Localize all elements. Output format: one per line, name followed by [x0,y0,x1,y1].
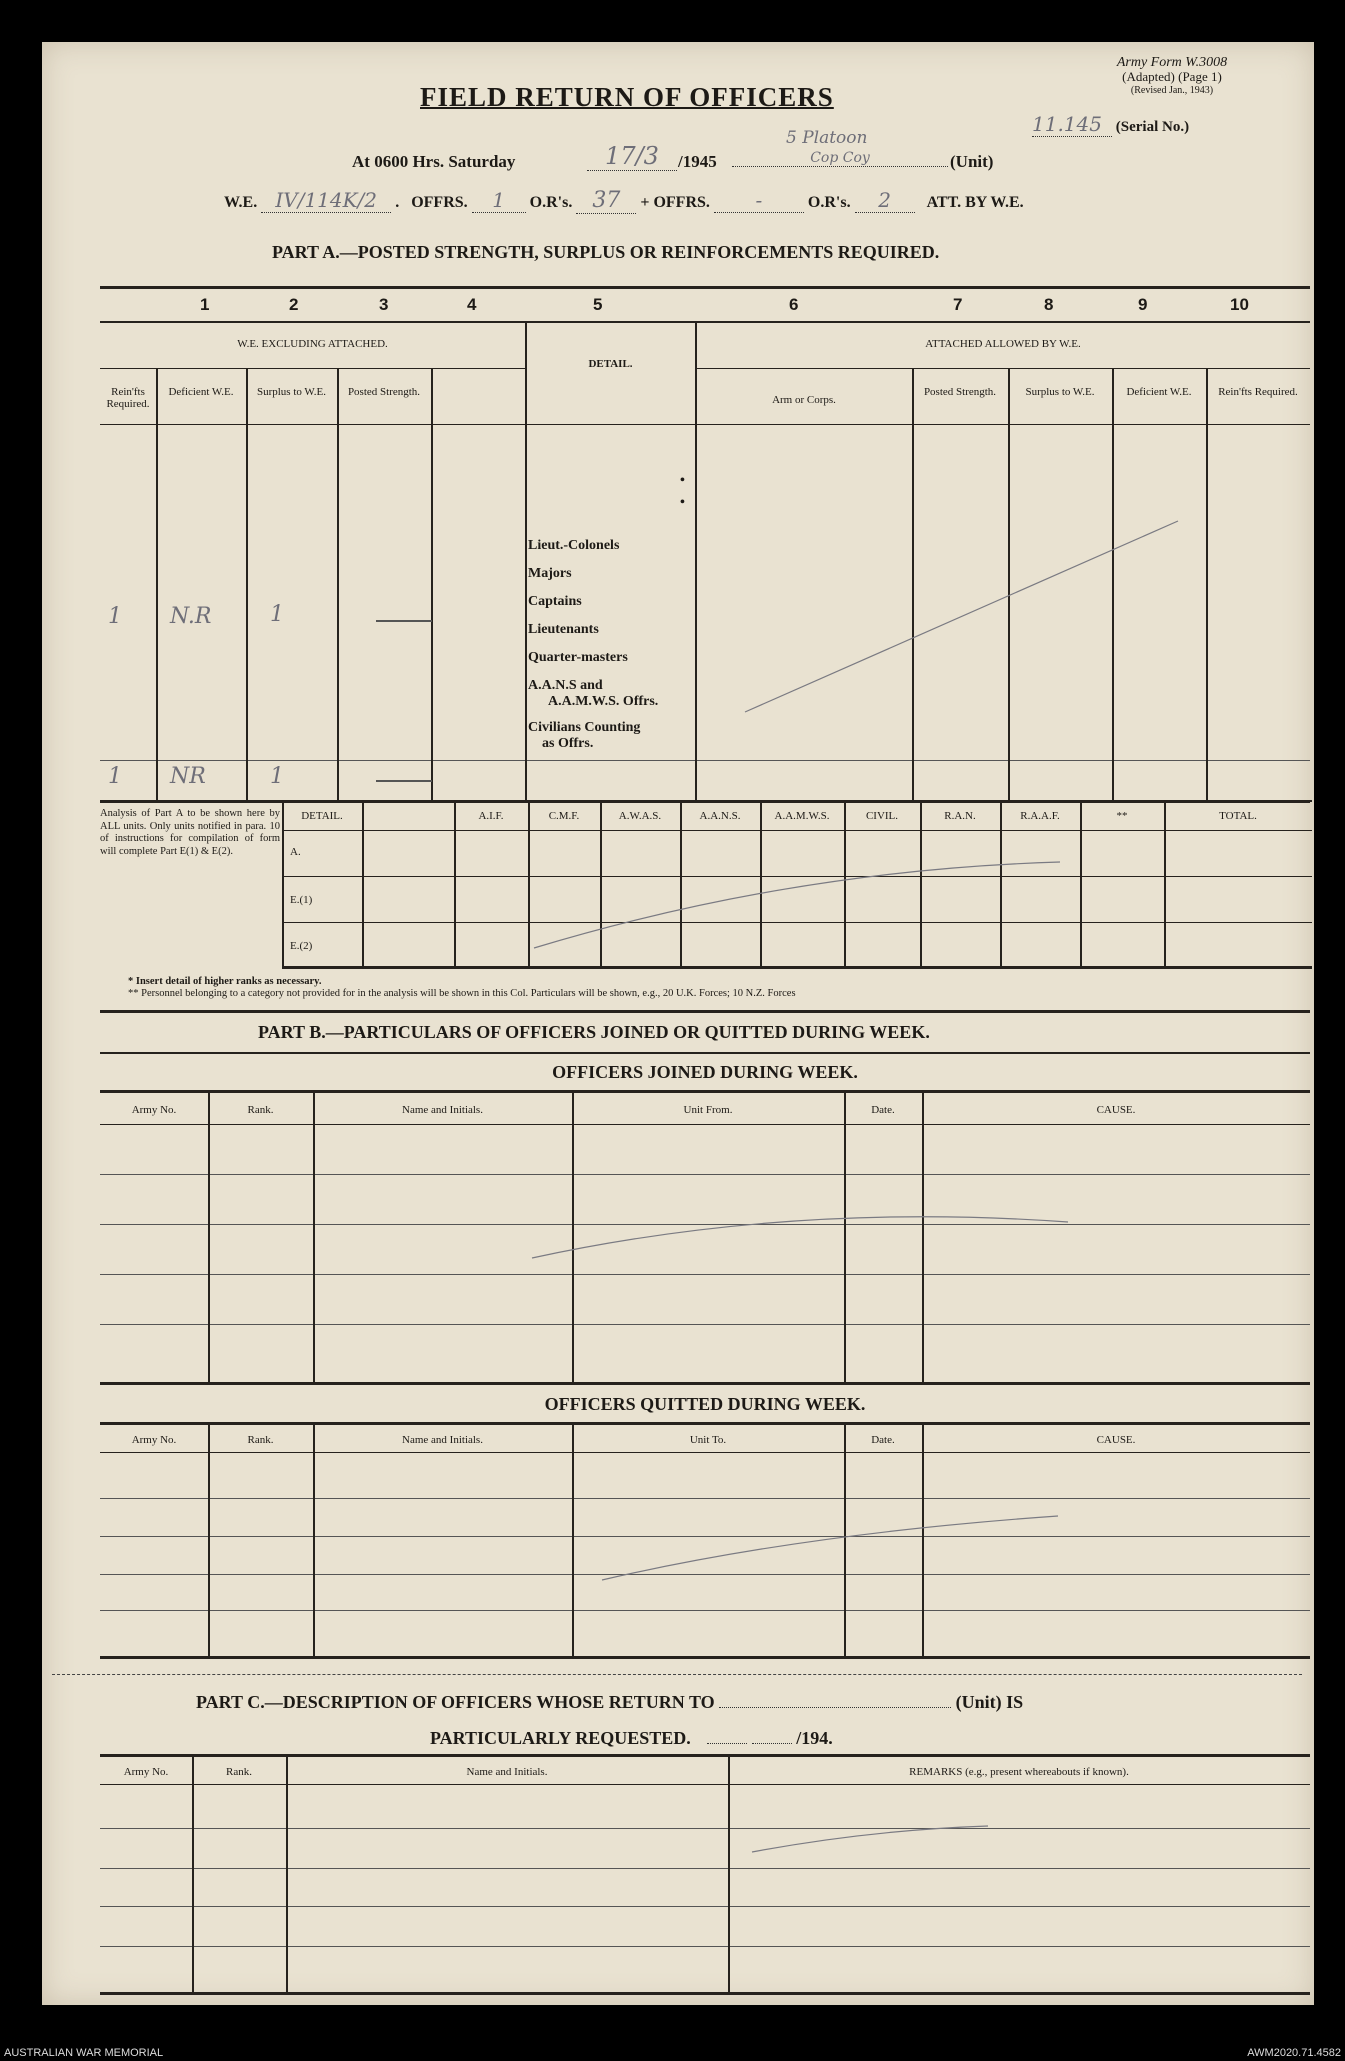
quitted-col-name: Name and Initials. [402,1434,483,1446]
analysis-head-ran: R.A.N. [944,810,976,822]
offrs-label: OFFRS. [411,194,468,211]
part-c-month-field [752,1732,792,1744]
col-deficient-header: Deficient W.E. [168,386,234,398]
unit-value-1: 5 Platoon [786,128,868,148]
at-label: At 0600 Hrs. Saturday [352,152,516,171]
col-num-8: 8 [1044,295,1054,314]
ors2-label: O.R's. [807,194,851,211]
part-c-table [100,1756,1310,1996]
serial-row [1032,112,1189,137]
quitted-title: OFFICERS QUITTED DURING WEEK. [544,1394,866,1414]
joined-col-rank: Rank. [247,1104,274,1116]
analysis-head-raaf: R.A.A.F. [1020,810,1060,822]
mark-nr-total: NR [170,764,206,789]
part-c-day-field [707,1732,747,1744]
col-num-1: 1 [200,295,210,314]
col-num-9: 9 [1138,295,1148,314]
part-c-title-c: PARTICULARLY REQUESTED. [430,1728,691,1748]
rank-captains: Captains [528,594,582,609]
quitted-table [100,1424,1310,1660]
serial-label: (Serial No.) [1115,119,1190,135]
analysis-head-awas: A.W.A.S. [618,810,662,822]
mark-nr-lieut: N.R [170,604,212,629]
part-c-col-rank: Rank. [226,1766,252,1778]
mark-reinfts-total: 1 [108,764,122,789]
analysis-note: Analysis of Part A to be shown here by ALL units. Only units notified in para. 10 of instructions for compilation of form will complete Part E(1) & E(2). [100,808,280,857]
rank-lieut-colonels: Lieut.-Colonels [528,538,620,553]
column-numbers [100,295,1310,315]
analysis-row-e1: E.(1) [290,894,313,906]
quitted-col-army-no: Army No. [131,1434,177,1446]
analysis-head-civil: CIVIL. [865,810,899,822]
footnote-1: * Insert detail of higher ranks as necessary. [128,976,322,987]
col-arm-header: Arm or Corps. [772,394,836,406]
part-a-table [100,286,1310,806]
plus-offrs-value: - [714,188,804,213]
part-c-col-remarks: REMARKS (e.g., present whereabouts if known). [909,1766,1129,1778]
strike-line-joined [530,1182,1070,1262]
form-ref-line2: (Adapted) (Page 1) [1122,69,1222,84]
rank-quarter-masters: Quarter-masters [528,650,628,665]
footer-left: AUSTRALIAN WAR MEMORIAL [4,2047,164,2059]
part-a-title: PART A.—POSTED STRENGTH, SURPLUS OR REINFORCEMENTS REQUIRED. [272,242,940,262]
analysis-head-detail: DETAIL. [301,810,343,822]
part-c-unit-field [719,1694,951,1708]
analysis-table [282,800,1312,970]
mark-deficient-total: 1 [270,764,284,789]
quitted-col-unit-to: Unit To. [689,1434,727,1446]
form-reference [1052,56,1292,98]
part-b-title: PART B.—PARTICULARS OF OFFICERS JOINED OR QUITTED DURING WEEK. [258,1022,930,1042]
plus-offrs-label: + OFFRS. [640,194,710,211]
detail-header: DETAIL. [588,358,633,370]
form-ref-line1: Army Form W.3008 [1116,55,1228,70]
analysis-head-other: ** [1116,810,1128,822]
analysis-row-e2: E.(2) [290,940,313,952]
form-sheet [42,42,1314,2005]
joined-col-army-no: Army No. [131,1104,177,1116]
part-c-title-b: (Unit) IS [955,1692,1024,1712]
joined-title: OFFICERS JOINED DURING WEEK. [552,1062,858,1082]
mark-deficient-lieut: 1 [270,602,284,627]
dash-posted-lieut [376,620,432,622]
strike-line-part-c [750,1816,990,1856]
joined-col-unit-from: Unit From. [683,1104,733,1116]
part-c-year: /194 [796,1728,829,1748]
strike-line-quitted [600,1504,1060,1584]
ors-value: 37 [576,188,636,214]
analysis-head-aif: A.I.F. [478,810,504,822]
rank-civilians-2: as Offrs. [542,736,594,751]
col-num-6: 6 [789,295,799,314]
we-row: W.E. IV/114K/2 . OFFRS. 1 O.R's. 37 + OFFRS. - O.R's. 2 ATT. BY W.E. [224,188,1024,213]
col-num-10: 10 [1230,295,1249,314]
form-ref-line3: (Revised Jan., 1943) [1130,85,1214,96]
col-num-5: 5 [593,295,603,314]
quitted-col-cause: CAUSE. [1096,1434,1136,1446]
col-deficient-right-header: Deficient W.E. [1126,386,1192,398]
col-reinfts-header: Rein'fts Required. [106,386,150,410]
footer-right: AWM2020.71.4582 [1247,2047,1341,2059]
form-title: FIELD RETURN OF OFFICERS [420,82,834,112]
strike-line-attached [740,516,1180,716]
analysis-head-cmf: C.M.F. [548,810,580,822]
rank-lieutenants: Lieutenants [528,622,599,637]
rank-majors: Majors [528,566,572,581]
quitted-col-rank: Rank. [247,1434,274,1446]
joined-col-cause: CAUSE. [1096,1104,1136,1116]
rank-aamws: A.A.M.W.S. Offrs. [548,694,659,709]
rank-civilians: Civilians Counting [528,720,641,735]
quitted-col-date: Date. [871,1434,895,1446]
col-num-4: 4 [467,295,477,314]
group-left-header: W.E. EXCLUDING ATTACHED. [237,338,388,350]
analysis-head-aamws: A.A.M.W.S. [774,810,830,822]
part-c-col-army-no: Army No. [123,1766,169,1778]
rank-list [528,532,658,752]
ors2-value: 2 [855,188,915,213]
footnote-2: ** Personnel belonging to a category not provided for in the analysis will be shown in this Col. Particulars will be shown, e.g., 20 U.K. Forces; 10 N.Z. Forces [128,988,796,999]
unit-value-2: Cop Coy [732,150,948,167]
joined-col-name: Name and Initials. [402,1104,483,1116]
analysis-head-aans: A.A.N.S. [699,810,741,822]
col-num-7: 7 [953,295,963,314]
joined-col-date: Date. [871,1104,895,1116]
mark-reinfts-lieut: 1 [108,604,122,629]
rank-aans: A.A.N.S and [528,678,603,693]
we-value: IV/114K/2 [261,188,391,213]
year-label: /1945 [678,152,717,171]
col-posted-right-header: Posted Strength. [923,386,997,398]
ors-label: O.R's. [529,194,573,211]
col-posted-header: Posted Strength. [347,386,421,398]
part-c-title-row [196,1692,1023,1713]
cut-line [52,1674,1302,1675]
part-c-title-row-2: PARTICULARLY REQUESTED. /194. [430,1728,833,1748]
joined-table [100,1092,1310,1384]
dash-posted-total [376,780,432,782]
att-label: ATT. BY W.E. [926,194,1024,211]
col-surplus-header: Surplus to W.E. [256,386,327,398]
offrs-value: 1 [472,188,526,213]
we-label: W.E. [224,194,258,211]
detail-bullets: • • [680,473,685,510]
part-c-title-a: PART C.—DESCRIPTION OF OFFICERS WHOSE RETURN TO [196,1692,715,1712]
analysis-head-total: TOTAL. [1219,810,1257,822]
analysis-row-a: A. [290,846,301,858]
unit-label: (Unit) [950,152,994,171]
col-num-2: 2 [289,295,299,314]
col-num-3: 3 [379,295,389,314]
col-surplus-right-header: Surplus to W.E. [1025,386,1095,398]
col-reinfts-right-header: Rein'fts Required. [1218,386,1298,398]
date-field: 17/3 [587,142,677,171]
serial-value: 11.145 [1032,112,1112,137]
group-right-header: ATTACHED ALLOWED BY W.E. [925,338,1081,350]
part-c-col-name: Name and Initials. [466,1766,548,1778]
strike-line-analysis [532,850,1062,950]
